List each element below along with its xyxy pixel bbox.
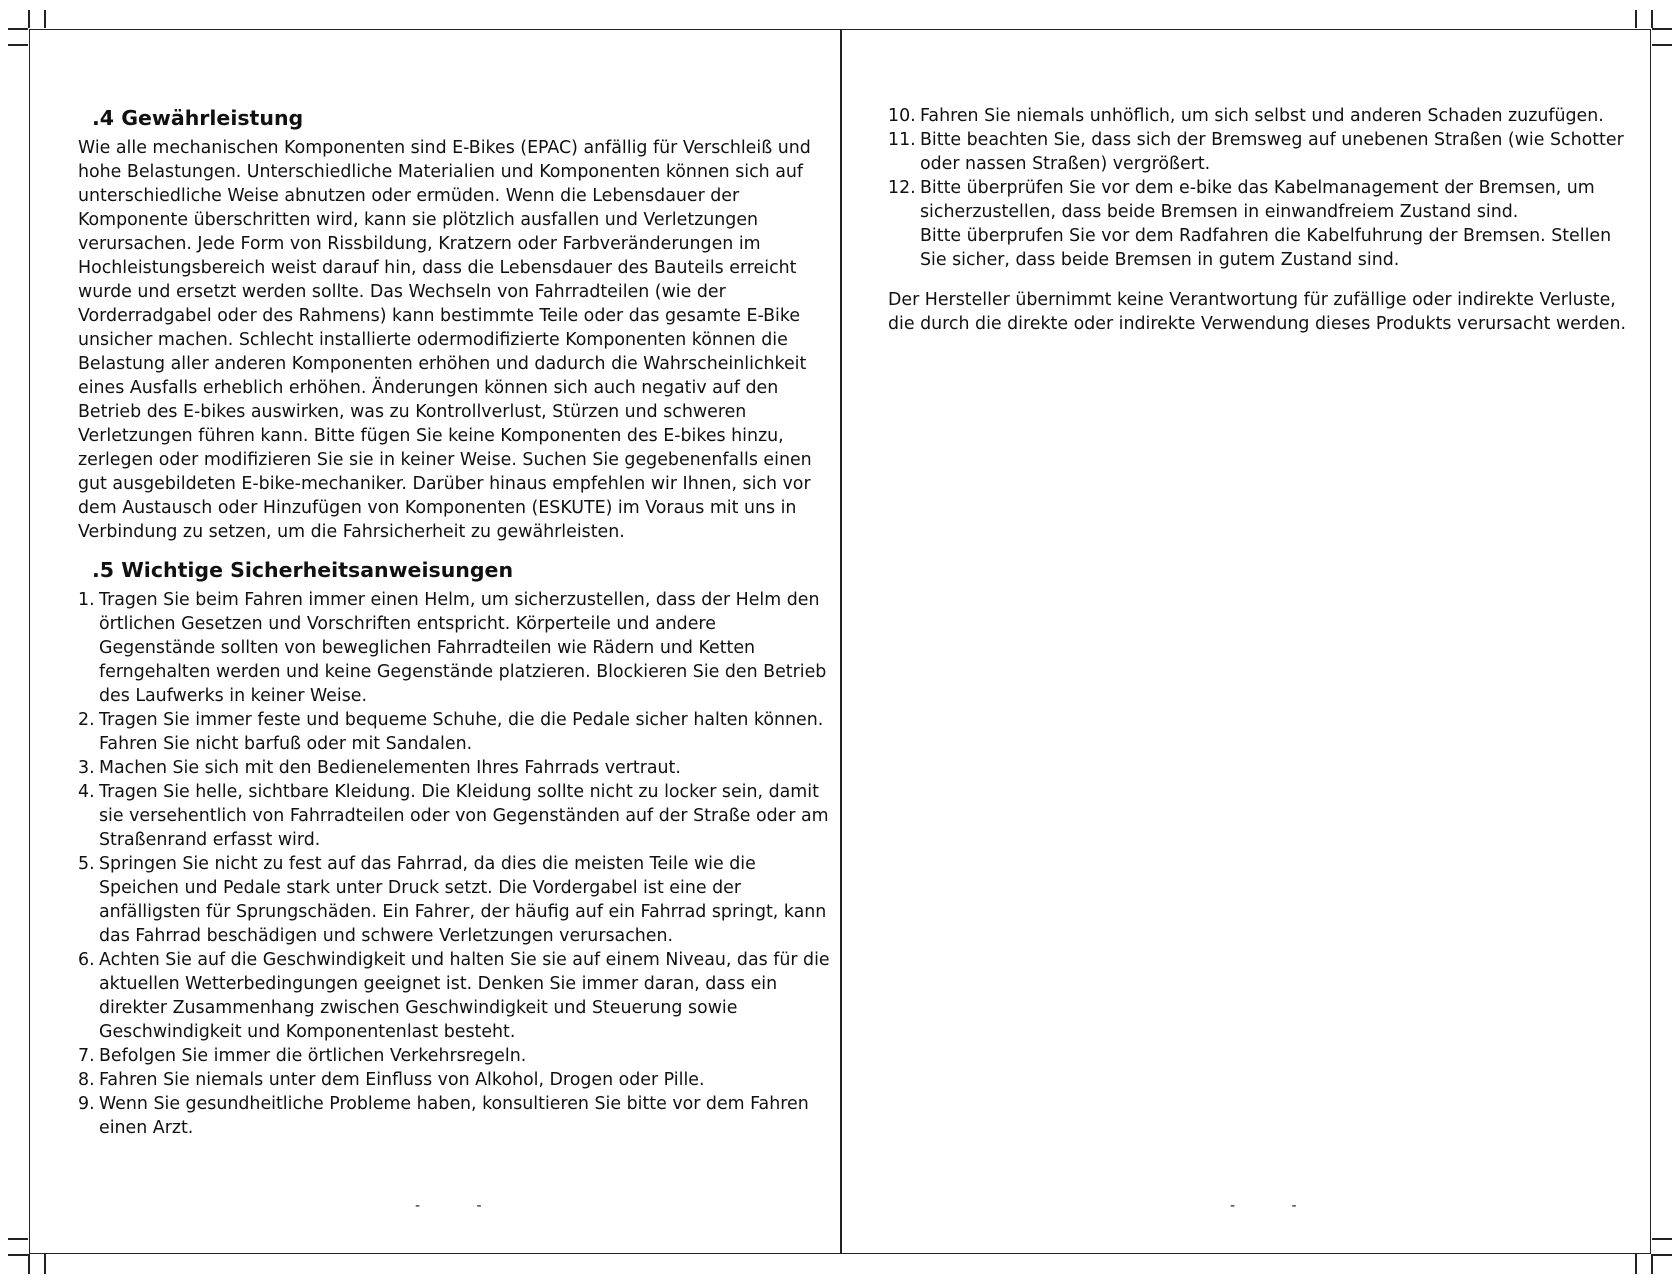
list-number: 9. — [78, 1094, 95, 1114]
crop-mark — [1635, 10, 1637, 28]
list-text: Tragen Sie immer feste und bequeme Schuhe, die die Pedale sicher halten können. Fahren Sie nicht barfuß oder mit Sandalen. — [99, 710, 824, 754]
crop-mark — [8, 28, 28, 30]
safety-list-continued — [888, 104, 1640, 272]
list-number: 7. — [78, 1046, 95, 1066]
crop-mark — [44, 10, 46, 28]
crop-mark — [1652, 28, 1672, 30]
page-divider — [840, 29, 842, 1254]
section-heading-warranty: .4 Gewährleistung — [92, 106, 304, 130]
list-item — [78, 1068, 830, 1092]
list-text: Springen Sie nicht zu fest auf das Fahrrad, da dies die meisten Teile wie die Speichen und Pedale stark unter Druck setzt. Die Vordergabel ist eine der anfälligsten für Sprungschäden. Ein Fahrer, der häufig auf ein Fahrrad springt, kann das Fahrrad beschädigen und schwere Verletzungen verursachen. — [99, 854, 827, 946]
list-item — [888, 128, 1640, 176]
right-page — [888, 104, 1640, 336]
list-number: 3. — [78, 758, 95, 778]
list-number: 8. — [78, 1070, 95, 1090]
list-text-extra: Bitte überprufen Sie vor dem Radfahren die Kabelfuhrung der Bremsen. Stellen Sie sicher, dass beide Bremsen in gutem Zustand sind. — [920, 226, 1612, 270]
list-text: Tragen Sie beim Fahren immer einen Helm, um sicherzustellen, dass der Helm den örtlichen Gesetzen und Vorschriften entspricht. Körperteile und andere Gegenstände sollten von beweglichen Fahrradteilen wie Rädern und Ketten ferngehalten werden und keine Gegenstände platzieren. Blockieren Sie den Betrieb des Laufwerks in keiner Weise. — [99, 590, 827, 706]
list-item — [78, 852, 830, 948]
list-item — [78, 756, 830, 780]
list-text: Fahren Sie niemals unter dem Einfluss von Alkohol, Drogen oder Pille. — [99, 1070, 705, 1090]
crop-mark — [8, 1254, 28, 1256]
crop-mark — [1635, 1254, 1637, 1274]
list-number: 10. — [888, 106, 916, 126]
list-item — [78, 780, 830, 852]
crop-mark — [1652, 1238, 1672, 1240]
list-text: Bitte überprüfen Sie vor dem e-bike das Kabelmanagement der Bremsen, um sicherzustellen, dass beide Bremsen in einwandfreiem Zustand sind. — [920, 178, 1595, 222]
list-text: Bitte beachten Sie, dass sich der Bremsweg auf unebenen Straßen (wie Schotter oder nassen Straßen) vergrößert. — [920, 130, 1624, 174]
crop-mark — [28, 10, 30, 28]
list-item — [78, 708, 830, 756]
crop-mark — [1652, 1254, 1672, 1256]
safety-list — [78, 588, 830, 1140]
list-number: 1. — [78, 590, 95, 610]
list-item — [888, 176, 1640, 272]
list-item — [78, 1044, 830, 1068]
list-number: 4. — [78, 782, 95, 802]
list-item — [78, 588, 830, 708]
crop-mark — [44, 1254, 46, 1274]
crop-mark — [1651, 1254, 1653, 1274]
list-text: Befolgen Sie immer die örtlichen Verkehrsregeln. — [99, 1046, 527, 1066]
list-item — [78, 1092, 830, 1140]
crop-mark — [8, 44, 28, 46]
list-text: Fahren Sie niemals unhöflich, um sich selbst und anderen Schaden zuzufügen. — [920, 106, 1604, 126]
list-number: 6. — [78, 950, 95, 970]
crop-mark — [28, 1254, 30, 1274]
crop-mark — [1651, 10, 1653, 28]
list-text: Achten Sie auf die Geschwindigkeit und halten Sie sie auf einem Niveau, das für die aktuellen Wetterbedingungen geeignet ist. Denken Sie immer daran, dass ein direkter Zusammenhang zwischen Geschwindigkeit und Steuerung sowie Geschwindigkeit und Komponentenlast besteht. — [99, 950, 830, 1042]
list-number: 2. — [78, 710, 95, 730]
disclaimer-paragraph: Der Hersteller übernimmt keine Verantwortung für zufällige oder indirekte Verluste, die durch die direkte oder indirekte Verwendung dieses Produkts verursacht werden. — [888, 290, 1627, 334]
warranty-paragraph: Wie alle mechanischen Komponenten sind E-Bikes (EPAC) anfällig für Verschleiß und hohe Belastungen. Unterschiedliche Materialien und Komponenten können sich auf unterschiedliche Weise abnutzen oder ermüden. Wenn die Lebensdauer der Komponente überschritten wird, kann sie plötzlich ausfallen und Verletzungen verursachen. Jede Form von Rissbildung, Kratzern oder Farbveränderungen im Hochleistungsbereich weist darauf hin, dass die Lebensdauer des Bauteils erreicht wurde und ersetzt werden sollte. Das Wechseln von Fahrradteilen (wie der Vorderradgabel oder des Rahmens) kann bestimmte Teile oder das gesamte E-Bike unsicher machen. Schlecht installierte odermodifizierte Komponenten können die Belastung aller anderen Komponenten erhöhen und dadurch die Wahrscheinlichkeit eines Ausfalls erheblich erhöhen. Änderungen können sich auch negativ auf den Betrieb des E-bikes auswirken, was zu Kontrollverlust, Stürzen und schweren Verletzungen führen kann. Bitte fügen Sie keine Komponenten des E-bikes hinzu, zerlegen oder modifizieren Sie sie in keiner Weise. Suchen Sie gegebenenfalls einen gut ausgebildeten E-bike-mechaniker. Darüber hinaus empfehlen wir Ihnen, sich vor dem Austausch oder Hinzufügen von Komponenten (ESKUTE) im Voraus mit uns in Verbindung zu setzen, um die Fahrsicherheit zu gewährleisten. — [78, 138, 812, 542]
crop-mark — [8, 1238, 28, 1240]
list-number: 5. — [78, 854, 95, 874]
list-number: 11. — [888, 130, 916, 150]
section-heading-safety: .5 Wichtige Sicherheitsanweisungen — [92, 558, 514, 582]
list-text: Wenn Sie gesundheitliche Probleme haben, konsultieren Sie bitte vor dem Fahren einen Arzt. — [99, 1094, 809, 1138]
left-page — [78, 104, 830, 1140]
page-number-right: - - — [1230, 1198, 1323, 1214]
crop-mark — [1652, 44, 1672, 46]
list-text: Machen Sie sich mit den Bedienelementen Ihres Fahrrads vertraut. — [99, 758, 681, 778]
list-item — [78, 948, 830, 1044]
list-text: Tragen Sie helle, sichtbare Kleidung. Die Kleidung sollte nicht zu locker sein, damit sie versehentlich von Fahrradteilen oder von Gegenständen auf der Straße oder am Straßenrand erfasst wird. — [99, 782, 829, 850]
list-number: 12. — [888, 178, 916, 198]
list-item — [888, 104, 1640, 128]
page-number-left: - - — [415, 1198, 508, 1214]
